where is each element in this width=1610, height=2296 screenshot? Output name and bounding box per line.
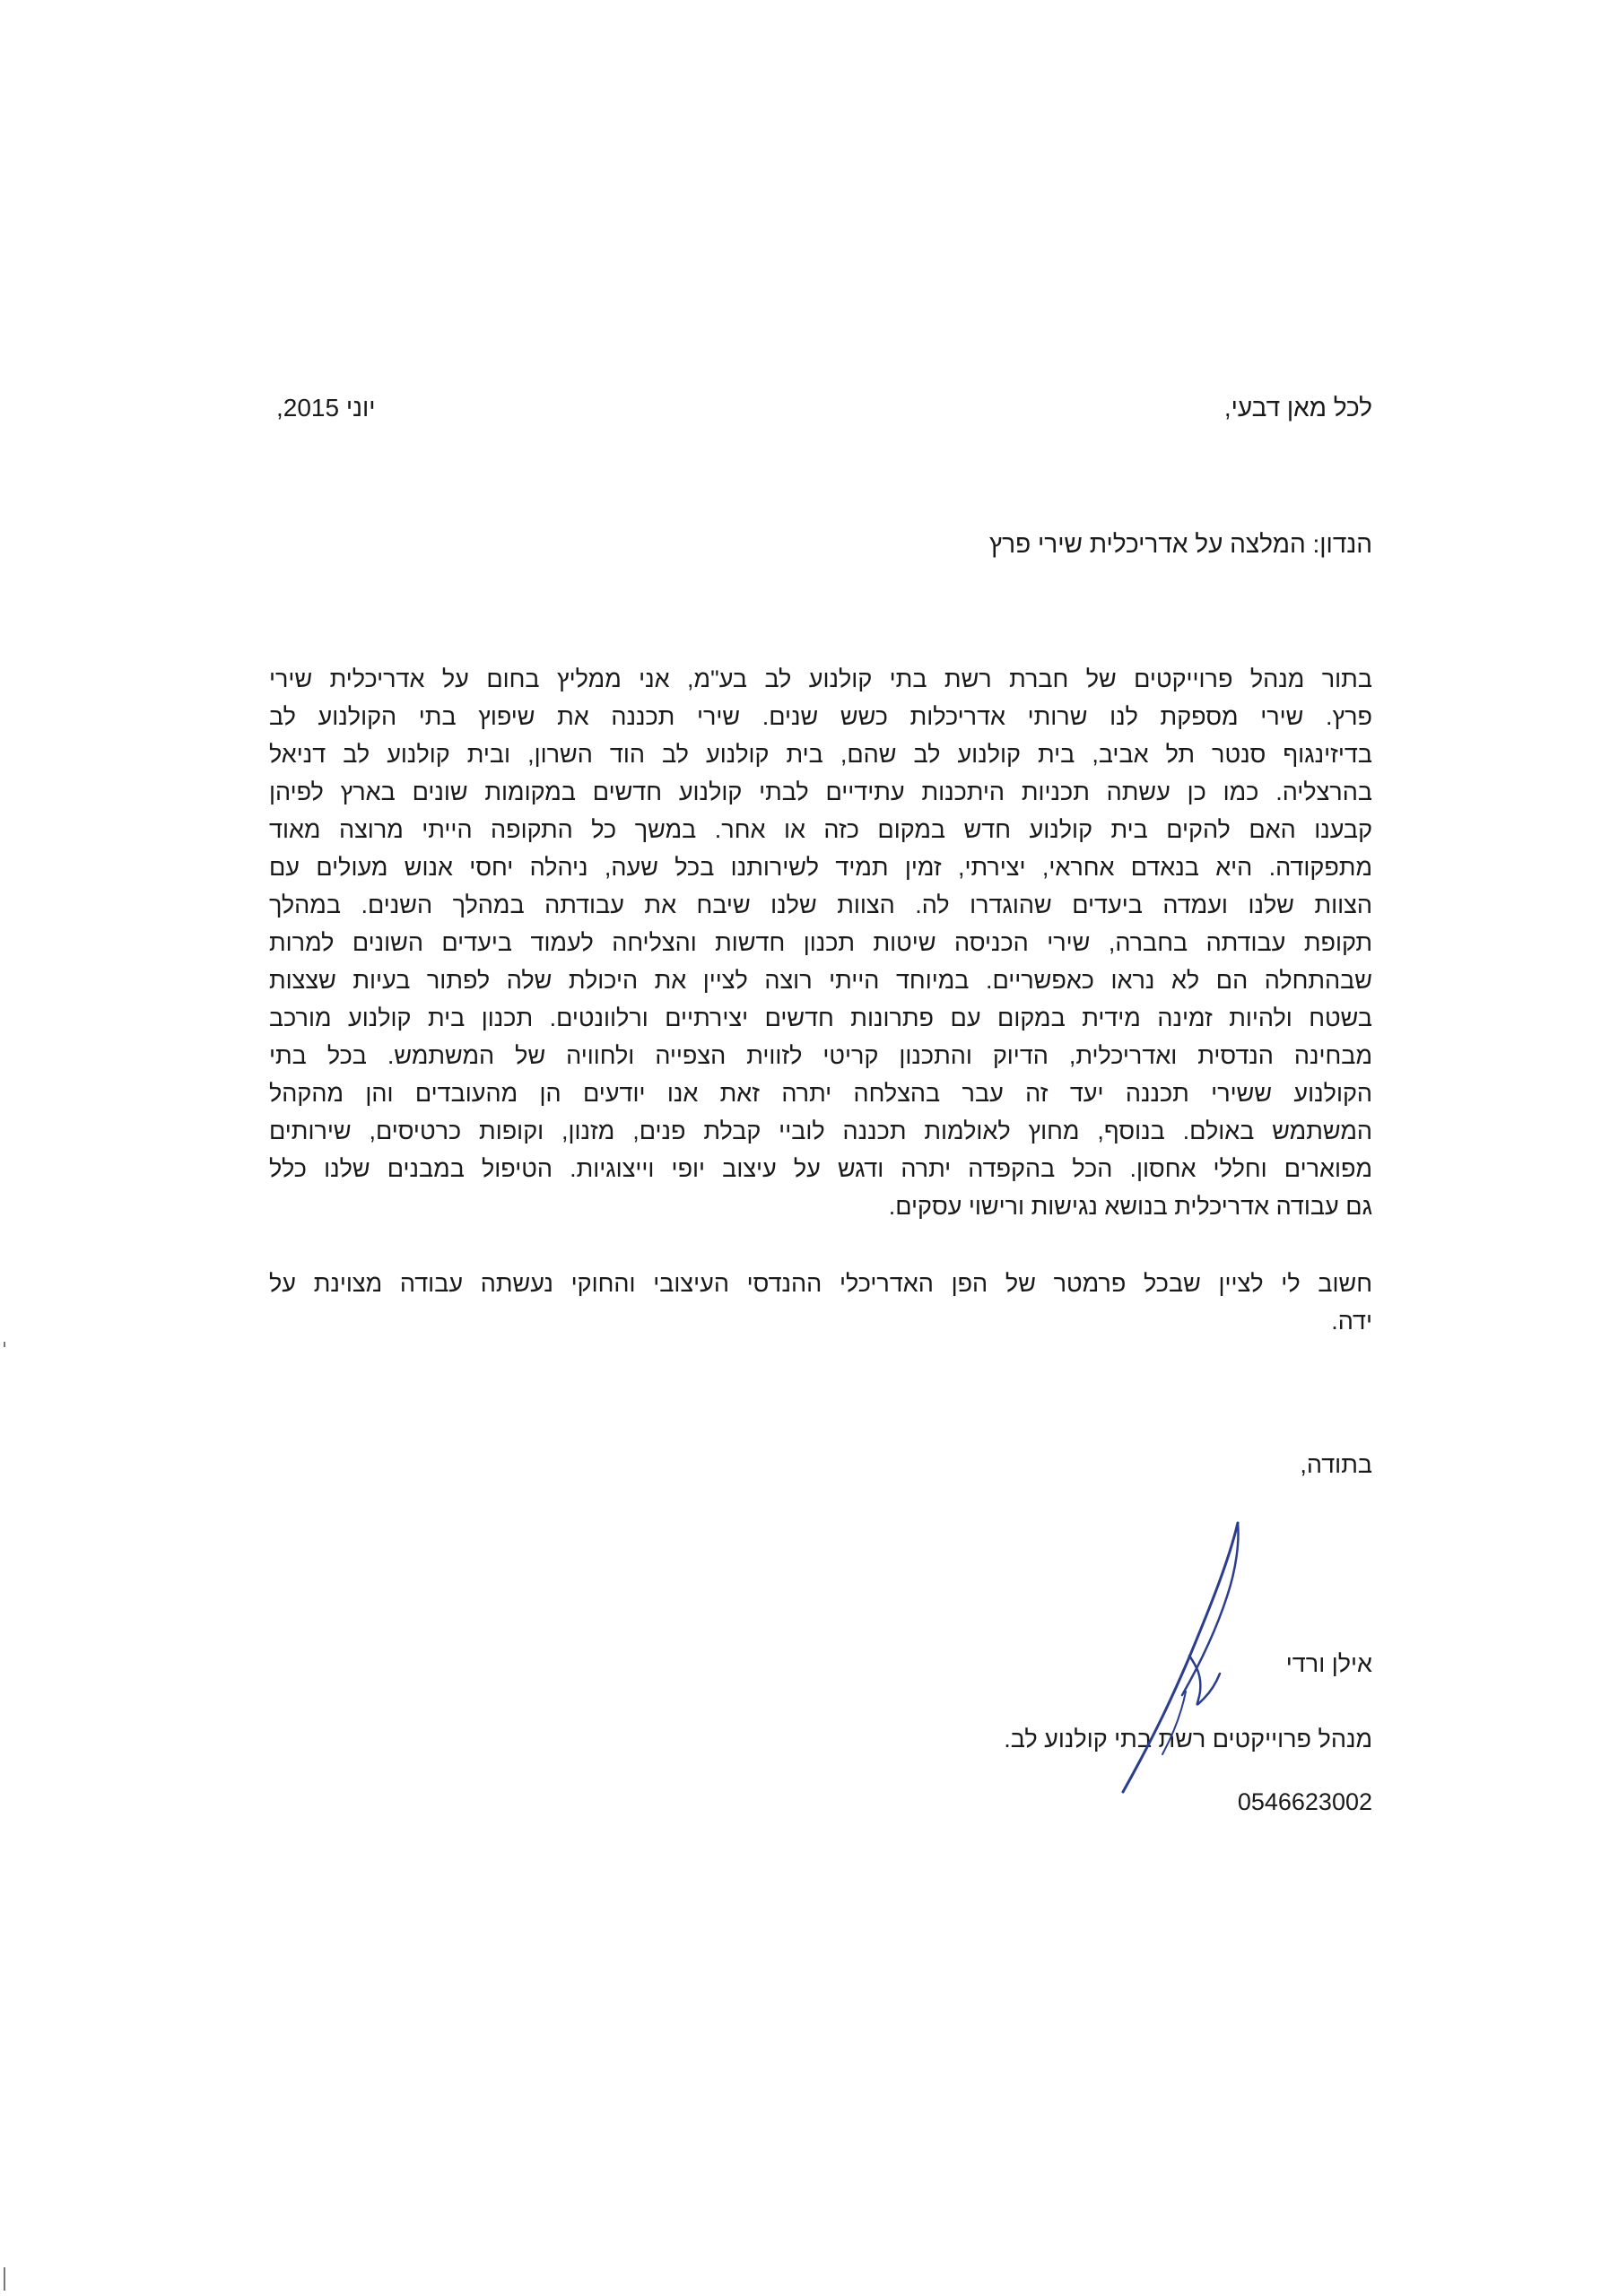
signer-name: אילן ורדי bbox=[1285, 1650, 1372, 1677]
letter-date: יוני 2015, bbox=[276, 394, 376, 422]
paragraph-1-line: בתור מנהל פרוייקטים של חברת רשת בתי קולנוע לב בע"מ, אני ממליץ בחום על אדריכלית שירי bbox=[269, 665, 1372, 692]
paragraph-2-line: חשוב לי לציין שבכל פרמטר של הפן האדריכלי ההנדסי העיצובי והחוקי נעשתה עבודה מצוינת על bbox=[269, 1270, 1372, 1297]
paragraph-1-line: תקופת עבודתה בחברה, שירי הכניסה שיטות תכנון חדשות והצליחה לעמוד ביעדים השונים למרות bbox=[269, 929, 1372, 956]
paragraph-1-line: גם עבודה אדריכלית בנושא נגישות ורישוי עסקים. bbox=[888, 1193, 1372, 1220]
handwritten-signature bbox=[1103, 1507, 1256, 1803]
signer-title: מנהל פרוייקטים רשת בתי קולנוע לב. bbox=[1004, 1726, 1372, 1752]
closing: בתודה, bbox=[1300, 1451, 1372, 1478]
paragraph-1-line: המשתמש באולם. בנוסף, מחוץ לאולמות תכננה לוביי קבלת פנים, מזנון, וקופות כרטיסים, שירותים bbox=[269, 1118, 1372, 1144]
greeting: לכל מאן דבעי, bbox=[1223, 394, 1372, 422]
subject-line: הנדון: המלצה על אדריכלית שירי פרץ bbox=[989, 530, 1372, 558]
paragraph-1-line: מבחינה הנדסית ואדריכלית, הדיוק והתכנון קריטי לזווית הצפייה ולחוויה של המשתמש. בכל בתי bbox=[269, 1042, 1372, 1069]
paragraph-1-line: בהרצליה. כמו כן עשתה תכניות היתכנות עתידיים לבתי קולנוע חדשים במקומות שונים בארץ לפיהן bbox=[269, 778, 1372, 805]
signer-phone: 0546623002 bbox=[1237, 1788, 1372, 1815]
scan-mark bbox=[4, 1342, 5, 1347]
paragraph-1-line: פרץ. שירי מספקת לנו שרותי אדריכלות כשש שנים. שירי תכננה את שיפוץ בתי הקולנוע לב bbox=[269, 703, 1372, 730]
paragraph-1-line: בשטח ולהיות זמינה מידית במקום עם פתרונות חדשים יצירתיים ורלוונטים. תכנון בית קולנוע מורכב bbox=[269, 1004, 1372, 1031]
paragraph-1-line: קבענו האם להקים בית קולנוע חדש במקום כזה או אחר. במשך כל התקופה הייתי מרוצה מאוד bbox=[269, 816, 1372, 843]
paragraph-1-line: הצוות שלנו ועמדה ביעדים שהוגדרו לה. הצוות שלנו שיבח את עבודתה במהלך השנים. במהלך bbox=[269, 891, 1372, 918]
paragraph-1-line: בדיזינגוף סנטר תל אביב, בית קולנוע לב שהם, בית קולנוע לב הוד השרון, ובית קולנוע לב דניאל bbox=[269, 741, 1372, 768]
paragraph-2-line: ידה. bbox=[1331, 1308, 1372, 1335]
paragraph-1-line: מפוארים וחללי אחסון. הכל בהקפדה יתרה ודגש על עיצוב יופי וייצוגיות. הטיפול במבנים שלנו כלל bbox=[269, 1155, 1372, 1182]
paragraph-1-line: מתפקודה. היא בנאדם אחראי, יצירתי, זמין תמיד לשירותנו בכל שעה, ניהלה יחסי אנוש מעולים עם bbox=[269, 854, 1372, 881]
paragraph-1-line: הקולנוע ששירי תכננה יעד זה עבר בהצלחה יתרה זאת אנו יודעים הן מהעובדים והן מהקהל bbox=[269, 1080, 1372, 1107]
scan-mark bbox=[4, 2267, 5, 2291]
paragraph-1-line: שבהתחלה הם לא נראו כאפשריים. במיוחד הייתי רוצה לציין את היכולת שלה לפתור בעיות שצצות bbox=[269, 967, 1372, 994]
